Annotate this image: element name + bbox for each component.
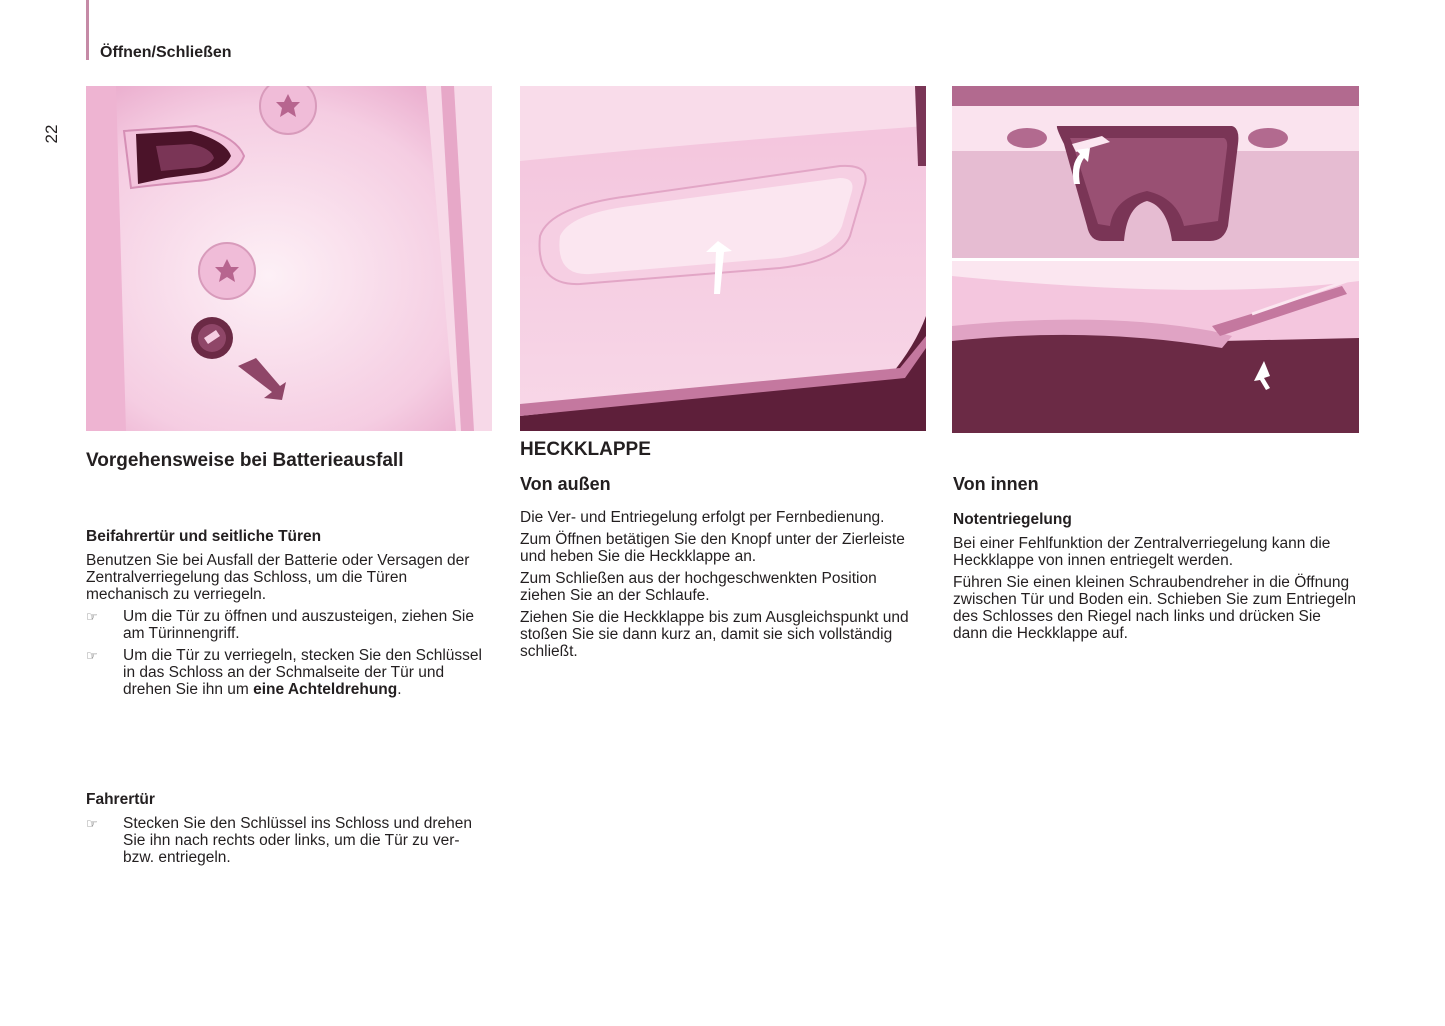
page-number: 22 [42,124,61,144]
list-item [86,608,492,642]
bullet-text-lock-door-end: . [397,681,402,698]
outside-paragraph-3: Zum Schließen aus der hochgeschwenkten Position ziehen Sie an der Schlaufe. [520,570,877,604]
outside-paragraph-1: Die Ver- und Entriegelung erfolgt per Fernbedienung. [520,509,885,526]
outside-subheading: Von außen [520,474,611,494]
inside-paragraph-1: Bei einer Fehlfunktion der Zentralverriegelung kann die Heckklappe von innen entriegelt werden. [953,535,1331,569]
door-lock-illustration [86,86,492,431]
tailgate-inner-lock-illustration [952,86,1359,433]
right-column [953,473,1359,647]
outside-paragraph-2: Zum Öffnen betätigen Sie den Knopf unter der Zierleiste und heben Sie die Heckklappe an. [520,531,905,565]
middle-column [520,439,926,665]
bullet-text-lock-door: Um die Tür zu verriegeln, stecken Sie den Schlüssel in das Schloss an der Schmalseite der Tür und drehen Sie ihn um [123,647,482,698]
driver-door-title: Fahrertür [86,791,155,808]
left-column [86,450,492,871]
pointing-hand-icon: ☞ [86,816,98,831]
pointing-hand-icon: ☞ [86,648,98,663]
section-title: Öffnen/Schließen [100,44,232,61]
bullet-text-lock-door-bold: eine Achteldrehung [253,681,398,698]
emergency-release-title: Notentriegelung [953,511,1072,528]
bullet-text-open-door: Um die Tür zu öffnen und auszusteigen, ziehen Sie am Türinnengriff. [123,608,474,642]
list-item [86,815,492,866]
list-item [86,647,492,698]
outside-paragraph-4: Ziehen Sie die Heckklappe bis zum Ausgleichspunkt und stoßen Sie sie dann kurz an, damit sie sich vollständig schließt. [520,609,909,660]
tailgate-handle-illustration [520,86,926,431]
bullet-text-driver-door: Stecken Sie den Schlüssel ins Schloss und drehen Sie ihn nach rechts oder links, um die Tür zu ver- bzw. entriegeln. [123,815,472,866]
passenger-doors-title: Beifahrertür und seitliche Türen [86,528,322,545]
section-side-rule [86,0,89,60]
passenger-doors-text: Benutzen Sie bei Ausfall der Batterie oder Versagen der Zentralverriegelung das Schloss, um die Türen mechanisch zu verriegeln. [86,552,470,603]
pointing-hand-icon: ☞ [86,609,98,624]
inside-paragraph-2: Führen Sie einen kleinen Schraubendreher in die Öffnung zwischen Tür und Boden ein. Schieben Sie zum Entriegeln des Schlosses den Riegel nach links und drücken Sie dann die Heckklappe auf. [953,574,1356,642]
battery-failure-heading: Vorgehensweise bei Batterieausfall [86,450,404,471]
inside-subheading: Von innen [953,474,1039,494]
tailgate-heading: HECKKLAPPE [520,439,651,460]
